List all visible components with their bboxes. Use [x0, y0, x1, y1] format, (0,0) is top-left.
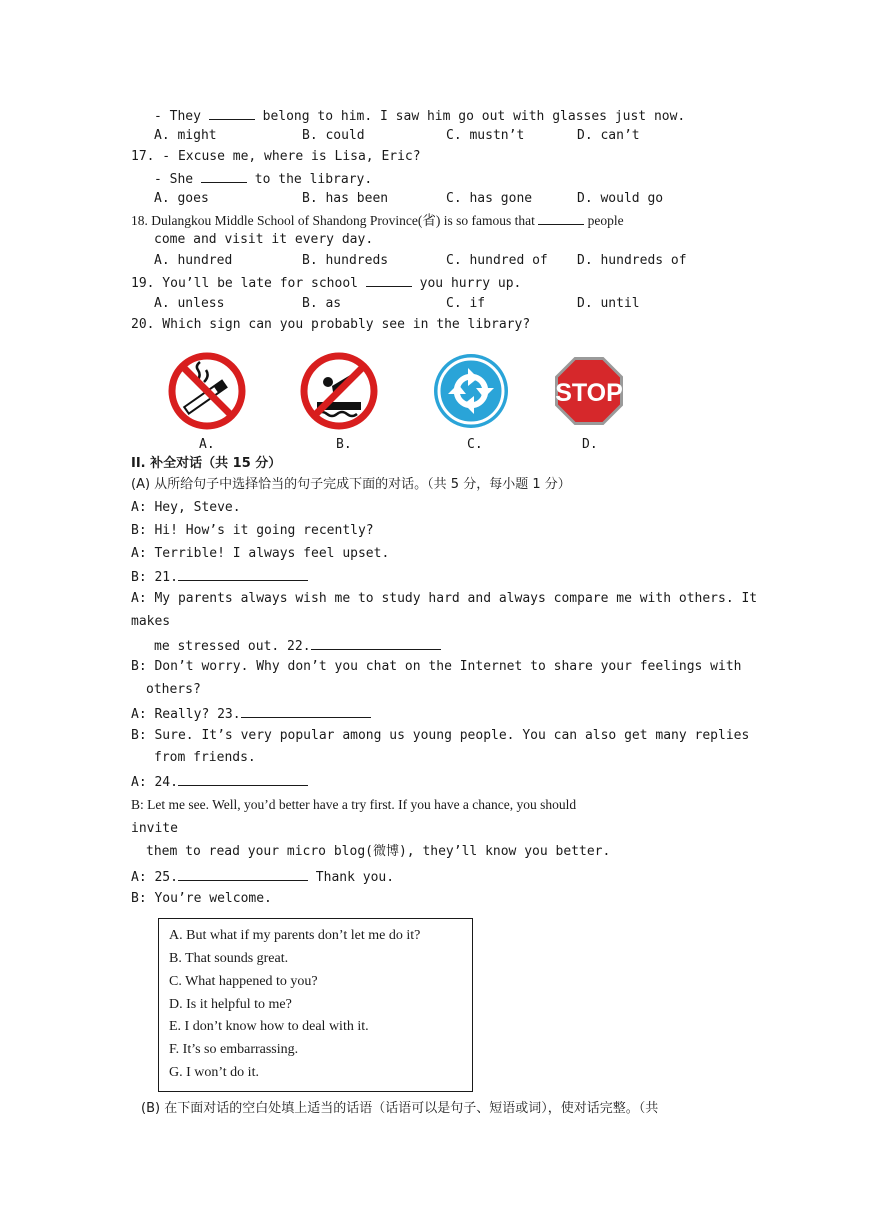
- sign-label-c: C.: [467, 437, 483, 452]
- question-16-stem: - They belong to him. I saw him go out with glasses just now.: [154, 109, 686, 124]
- question-18-stem: 18. Dulangkou Middle School of Shandong Province(省) is so famous that people: [131, 213, 624, 228]
- dialog-line: them to read your micro blog(微博), they’ll know you better.: [146, 844, 611, 859]
- question-17-line2: - She to the library.: [154, 172, 373, 187]
- dialog-line-23: A: Really? 23.: [131, 705, 371, 723]
- option-d: D. can’t: [577, 128, 640, 143]
- answer-blank: [366, 274, 412, 287]
- choice-e: E. I don’t know how to deal with it.: [169, 1019, 369, 1034]
- option-b: B. hundreds: [302, 253, 389, 268]
- stop-sign-text: STOP: [555, 379, 623, 407]
- answer-choices-box: [158, 918, 473, 1092]
- dialog-line: A: Hey, Steve.: [131, 500, 241, 515]
- dialog-line: B: Don’t worry. Why don’t you chat on the Internet to share your feelings with: [131, 659, 742, 674]
- question-19-stem: 19. You’ll be late for school you hurry up.: [131, 276, 522, 291]
- dialog-line: invite: [131, 821, 178, 836]
- roundabout-sign-icon: [432, 352, 510, 430]
- answer-blank: [201, 170, 247, 183]
- dialog-line-21: B: 21.: [131, 568, 308, 586]
- option-b: B. has been: [302, 191, 389, 206]
- dialog-line: B: Hi! How’s it going recently?: [131, 523, 374, 538]
- option-d: D. would go: [577, 191, 664, 206]
- dialog-line: B: Sure. It’s very popular among us young people. You can also get many replies: [131, 728, 750, 743]
- dialog-line: A: Terrible! I always feel upset.: [131, 546, 390, 561]
- sign-label-b: B.: [336, 437, 352, 452]
- answer-blank: [178, 868, 308, 881]
- dialog-line-24: A: 24.: [131, 773, 308, 791]
- option-c: C. mustn’t: [446, 128, 525, 143]
- choice-f: F. It’s so embarrassing.: [169, 1042, 299, 1057]
- choice-a: A. But what if my parents don’t let me do it?: [169, 928, 421, 943]
- answer-blank: [178, 568, 308, 581]
- option-c: C. hundred of: [446, 253, 548, 268]
- no-smoking-sign-icon: [168, 352, 246, 430]
- sign-label-d: D.: [582, 437, 598, 452]
- question-17-stem: 17. - Excuse me, where is Lisa, Eric?: [131, 149, 421, 164]
- answer-blank: [241, 705, 371, 718]
- part-a-instruction: (A) 从所给句子中选择恰当的句子完成下面的对话。（共 5 分，每小题 1 分）: [131, 477, 571, 492]
- dialog-line: B: You’re welcome.: [131, 891, 272, 906]
- question-18-line2: come and visit it every day.: [154, 232, 374, 247]
- no-diving-sign-icon: [300, 352, 378, 430]
- option-a: A. unless: [154, 296, 225, 311]
- option-c: C. has gone: [446, 191, 533, 206]
- dialog-line-25: A: 25. Thank you.: [131, 870, 395, 885]
- sign-label-a: A.: [199, 437, 215, 452]
- choice-b: B. That sounds great.: [169, 951, 289, 966]
- option-b: B. could: [302, 128, 365, 143]
- part-b-instruction: (B) 在下面对话的空白处填上适当的话语（话语可以是句子、短语或词），使对话完整。（共: [141, 1101, 659, 1116]
- choice-c: C. What happened to you?: [169, 974, 318, 989]
- dialog-line: makes: [131, 614, 171, 629]
- option-a: A. might: [154, 128, 217, 143]
- option-c: C. if: [446, 296, 486, 311]
- dialog-line: from friends.: [154, 750, 256, 765]
- answer-blank: [209, 107, 255, 120]
- answer-blank: [538, 212, 584, 225]
- option-a: A. goes: [154, 191, 209, 206]
- question-20-stem: 20. Which sign can you probably see in the library?: [131, 317, 531, 332]
- option-d: D. until: [577, 296, 640, 311]
- option-b: B. as: [302, 296, 342, 311]
- answer-blank: [178, 773, 308, 786]
- section-2-title: II. 补全对话（共 15 分）: [131, 456, 282, 471]
- dialog-line: A: My parents always wish me to study hard and always compare me with others. It: [131, 591, 758, 606]
- dialog-line: others?: [146, 682, 201, 697]
- option-d: D. hundreds of: [577, 253, 687, 268]
- answer-blank: [311, 637, 441, 650]
- choice-d: D. Is it helpful to me?: [169, 997, 292, 1012]
- option-a: A. hundred: [154, 253, 233, 268]
- stop-sign-icon: [554, 356, 624, 426]
- choice-g: G. I won’t do it.: [169, 1065, 259, 1080]
- dialog-line-22: me stressed out. 22.: [154, 637, 441, 655]
- dialog-line: B: Let me see. Well, you’d better have a try first. If you have a chance, you should: [131, 797, 577, 812]
